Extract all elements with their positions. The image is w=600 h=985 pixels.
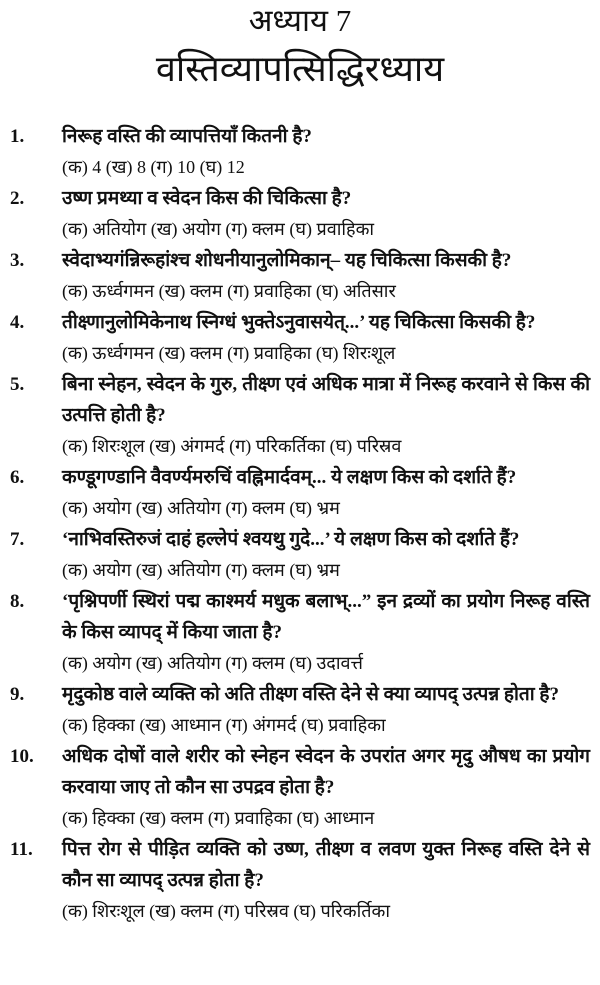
question-list [0,121,600,927]
question-text: उष्ण प्रमथ्या व स्वेदन किस की चिकित्सा है? [62,188,352,209]
question-number: 8. [10,591,25,612]
question-item [0,741,600,834]
question-text: मृदुकोष्ठ वाले व्यक्ति को अति तीक्ष्ण वस्ति देने से क्या व्यापद् उत्पन्न होता है? [62,684,560,705]
question-options: (क) अयोग (ख) अतियोग (ग) क्लम (घ) भ्रम [62,560,340,580]
question-options: (क) 4 (ख) 8 (ग) 10 (घ) 12 [62,157,245,177]
question-text: तीक्ष्णानुलोमिकेनाथ स्निग्धं भुक्तेऽनुवासयेत्...’ यह चिकित्सा किसकी है? [62,312,536,333]
question-options: (क) ऊर्ध्वगमन (ख) क्लम (ग) प्रवाहिका (घ) शिरःशूल [62,343,396,363]
question-text: ‘नाभिवस्तिरुजं दाहं हल्लेपं श्वयथु गुदे...’ ये लक्षण किस को दर्शाते हैं? [62,529,520,550]
question-item [0,183,600,245]
question-options: (क) हिक्का (ख) क्लम (ग) प्रवाहिका (घ) आध्मान [62,808,375,828]
question-text: ‘पृश्निपर्णी स्थिरां पद्म काश्मर्य मधुक बलाभ्...” इन द्रव्यों का प्रयोग निरूह वस्ति के किस व्यापद् में किया जाता है? [62,591,590,643]
question-number: 1. [10,126,25,147]
question-number: 5. [10,374,25,395]
question-options: (क) शिरःशूल (ख) क्लम (ग) परिस्रव (घ) परिकर्तिका [62,901,390,921]
question-number: 4. [10,312,25,333]
question-item [0,245,600,307]
question-item [0,369,600,462]
question-options: (क) ऊर्ध्वगमन (ख) क्लम (ग) प्रवाहिका (घ) अतिसार [62,281,396,301]
question-options: (क) हिक्का (ख) आध्मान (ग) अंगमर्द (घ) प्रवाहिका [62,715,386,735]
question-number: 10. [10,746,34,767]
question-options: (क) अतियोग (ख) अयोग (ग) क्लम (घ) प्रवाहिका [62,219,375,239]
chapter-number-heading: अध्याय 7 [248,3,352,38]
question-options: (क) अयोग (ख) अतियोग (ग) क्लम (घ) भ्रम [62,498,340,518]
question-item [0,834,600,927]
question-number: 3. [10,250,25,271]
question-options: (क) शिरःशूल (ख) अंगमर्द (ग) परिकर्तिका (घ) परिस्रव [62,436,402,456]
question-text: पित्त रोग से पीड़ित व्यक्ति को उष्ण, तीक्ष्ण व लवण युक्त निरूह वस्ति देने से कौन सा व्यापद् उत्पन्न होता है? [62,839,590,891]
question-number: 11. [10,839,33,860]
question-item [0,679,600,741]
question-number: 7. [10,529,25,550]
question-text: अधिक दोषों वाले शरीर को स्नेहन स्वेदन के उपरांत अगर मृदु औषध का प्रयोग करवाया जाए तो कौन सा उपद्रव होता है? [62,746,590,798]
question-item [0,524,600,586]
question-text: बिना स्नेहन, स्वेदन के गुरु, तीक्ष्ण एवं अधिक मात्रा में निरूह करवाने से किस की उत्पत्ति होती है? [62,374,590,426]
question-item [0,307,600,369]
question-item [0,462,600,524]
question-item [0,121,600,183]
question-text: निरूह वस्ति की व्यापत्तियाँ कितनी है? [62,126,312,147]
question-options: (क) अयोग (ख) अतियोग (ग) क्लम (घ) उदावर्त्त [62,653,363,673]
chapter-title: वस्तिव्यापत्सिद्धिरध्याय [155,49,445,89]
question-number: 9. [10,684,25,705]
question-text: कण्डूगण्डानि वैवर्ण्यमरुचिं वह्निमार्दवम्... ये लक्षण किस को दर्शाते हैं? [62,467,517,488]
question-item [0,586,600,679]
question-number: 6. [10,467,25,488]
question-text: स्वेदाभ्यगंन्निरूहांश्च शोधनीयानुलोमिकान्– यह चिकित्सा किसकी है? [62,250,512,271]
question-number: 2. [10,188,25,209]
